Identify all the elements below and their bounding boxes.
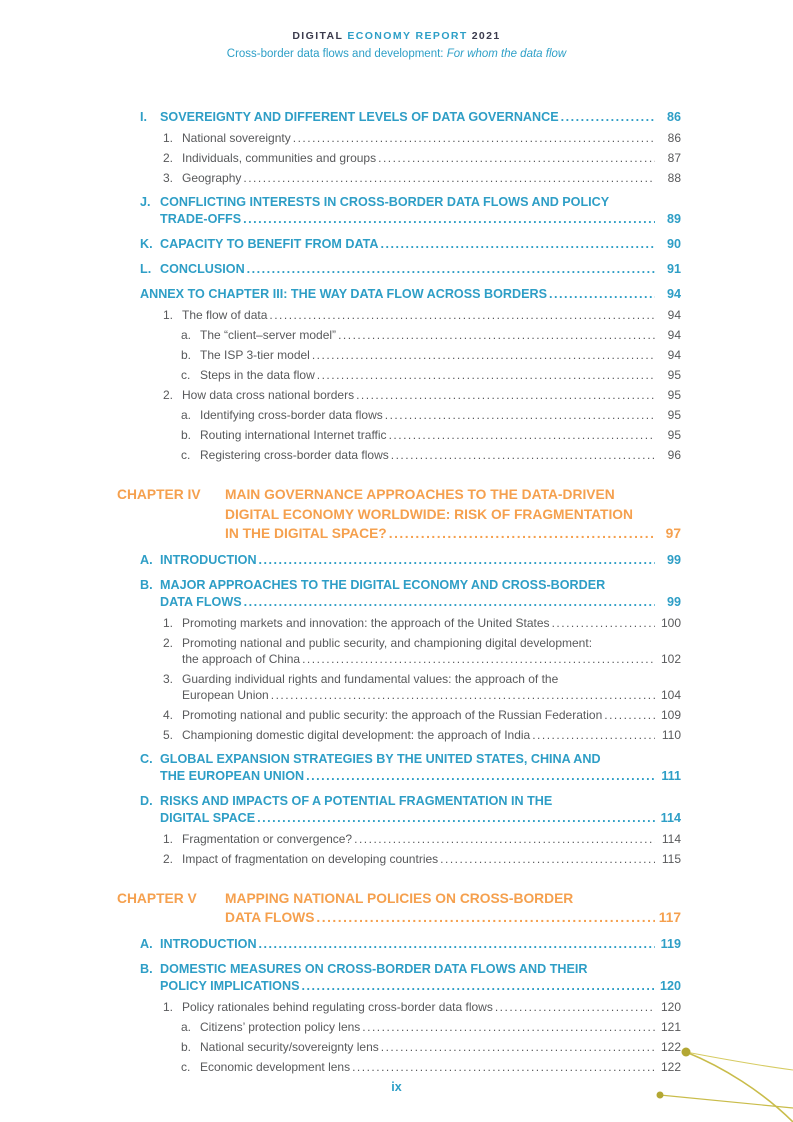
toc-entry-label: J. [140, 195, 151, 209]
toc-entry[interactable] [117, 1039, 681, 1055]
toc-entry-last-line [182, 615, 681, 631]
toc-entry-label: 2. [163, 851, 174, 866]
toc-entry[interactable] [117, 831, 681, 847]
toc-entry-title: Championing domestic digital development: the approach of India [182, 727, 531, 742]
toc-entry[interactable] [117, 1019, 681, 1035]
toc-dot-leader [271, 687, 655, 703]
toc-dot-leader [381, 236, 655, 253]
toc-entry-last-line [160, 109, 681, 126]
toc-entry-title-line: DOMESTIC MEASURES ON CROSS-BORDER DATA FLOWS AND THEIR [160, 961, 588, 976]
toc [117, 101, 681, 1075]
toc-entry-title: Routing international Internet traffic [200, 428, 387, 442]
toc-entry-title: Economic development lens [200, 1059, 351, 1074]
toc-page-number: 95 [667, 428, 681, 442]
toc-page-number: 114 [661, 831, 681, 846]
toc-page-number: 117 [658, 910, 681, 925]
toc-dot-leader [391, 447, 655, 463]
toc-page-number: 91 [666, 262, 681, 276]
toc-entry[interactable] [117, 851, 681, 867]
toc-entry-content [160, 751, 681, 785]
toc-page-number: 96 [667, 448, 681, 462]
toc-dot-leader [378, 150, 655, 166]
toc-entry-last-line [182, 130, 681, 146]
toc-entry-title: Steps in the data flow [200, 368, 315, 382]
toc-entry-title: CAPACITY TO BENEFIT FROM DATA [160, 237, 379, 251]
toc-entry-content [182, 307, 681, 323]
toc-entry-title: European Union [182, 687, 269, 702]
toc-dot-leader [259, 936, 655, 953]
toc-entry-title: INTRODUCTION [160, 936, 257, 951]
toc-entry-last-line [160, 236, 681, 253]
decorative-dot [657, 1092, 664, 1099]
toc-entry-title: How data cross national borders [182, 388, 355, 402]
toc-dot-leader [532, 727, 655, 743]
toc-page-number: 122 [660, 1059, 681, 1074]
toc-page-number: 115 [661, 851, 681, 866]
toc-entry-title: The flow of data [182, 308, 268, 322]
toc-page-number: 94 [667, 348, 681, 362]
toc-entry-last-line [182, 687, 681, 703]
toc-entry[interactable] [117, 552, 681, 569]
toc-dot-leader [243, 211, 655, 228]
toc-dot-leader [356, 387, 655, 403]
toc-dot-leader [352, 1059, 655, 1075]
toc-entry-label: L. [140, 262, 152, 276]
toc-entry-last-line [182, 999, 681, 1015]
toc-entry-last-line [200, 407, 681, 423]
toc-entry-title: National security/sovereignty lens [200, 1039, 379, 1054]
toc-entry-title-line: CONFLICTING INTERESTS IN CROSS-BORDER DATA FLOWS AND POLICY [160, 195, 610, 209]
toc-entry-last-line [182, 851, 681, 867]
toc-entry-last-line [200, 1019, 681, 1035]
toc-entry-label: 3. [163, 171, 174, 185]
toc-page-number: 122 [660, 1039, 681, 1054]
page-header [0, 30, 793, 60]
toc-entry[interactable] [117, 286, 681, 303]
toc-page-number: 104 [660, 687, 681, 702]
toc-entry-title: Promoting national and public security: the approach of the Russian Federation [182, 707, 603, 722]
toc-entry-label: 4. [163, 707, 174, 722]
toc-entry-content [160, 552, 681, 569]
toc-entry-label: b. [181, 1039, 192, 1054]
toc-entry-label: a. [181, 328, 192, 342]
toc-page-number: 100 [660, 615, 681, 630]
toc-dot-leader [338, 327, 655, 343]
toc-entry-content [182, 170, 681, 186]
report-title-economy-report: ECONOMY REPORT [347, 30, 468, 42]
toc-entry-content [182, 851, 681, 867]
toc-entry-content [182, 831, 681, 847]
toc-entry-title: POLICY IMPLICATIONS [160, 978, 300, 993]
toc-entry[interactable] [117, 961, 681, 995]
decorative-dot [682, 1048, 691, 1057]
toc-entry-title: ANNEX TO CHAPTER III: THE WAY DATA FLOW ACROSS BORDERS [140, 287, 547, 301]
toc-entry-last-line [160, 594, 681, 611]
toc-entry-last-line [200, 327, 681, 343]
toc-entry-label: c. [181, 448, 191, 462]
toc-entry[interactable] [117, 367, 681, 383]
toc-dot-leader [316, 908, 655, 928]
toc-entry-title: Impact of fragmentation on developing countries [182, 851, 439, 866]
toc-page-number: 94 [667, 328, 681, 342]
toc-entry-last-line [182, 727, 681, 743]
toc-entry-label: C. [140, 751, 153, 766]
toc-entry-title: National sovereignty [182, 131, 291, 145]
toc-dot-leader [301, 978, 655, 995]
toc-page-number: 111 [661, 768, 681, 783]
toc-dot-leader [385, 407, 655, 423]
toc-entry-content [160, 194, 681, 228]
toc-entry-title: THE EUROPEAN UNION [160, 768, 305, 783]
decorative-corner-graphic [623, 1012, 793, 1122]
toc-dot-leader [243, 170, 655, 186]
toc-entry-title: The “client–server model” [200, 328, 337, 342]
toc-page-number: 95 [667, 368, 681, 382]
toc-entry[interactable] [117, 407, 681, 423]
toc-entry-last-line [200, 427, 681, 443]
toc-entry-last-line [182, 707, 681, 723]
toc-entry[interactable] [117, 427, 681, 443]
toc-entry-last-line [182, 831, 681, 847]
toc-entry-label: a. [181, 1019, 192, 1034]
toc-entry-last-line [182, 307, 681, 323]
toc-entry-content [182, 635, 681, 667]
toc-entry-title: Individuals, communities and groups [182, 151, 377, 165]
toc-entry-title-line: MAIN GOVERNANCE APPROACHES TO THE DATA-DRIVEN [225, 487, 615, 502]
toc-entry-content [200, 327, 681, 343]
toc-entry-label: b. [181, 428, 192, 442]
toc-page-number: 102 [660, 651, 681, 666]
toc-entry-title: IN THE DIGITAL SPACE? [225, 526, 387, 541]
toc-dot-leader [604, 707, 655, 723]
toc-entry-title: Geography [182, 171, 242, 185]
toc-entry-label: a. [181, 408, 192, 422]
toc-entry-title-line: MAPPING NATIONAL POLICIES ON CROSS-BORDER [225, 890, 574, 906]
toc-entry-label: b. [181, 348, 192, 362]
toc-entry-content [160, 936, 681, 953]
toc-entry[interactable] [117, 577, 681, 611]
toc-entry[interactable] [117, 999, 681, 1015]
toc-entry[interactable] [117, 327, 681, 343]
toc-entry-label: A. [140, 552, 153, 567]
toc-dot-leader [293, 130, 655, 146]
toc-entry[interactable] [117, 170, 681, 186]
toc-entry-label: 1. [163, 999, 174, 1014]
toc-entry-label: 2. [163, 388, 174, 402]
toc-entry-last-line [200, 347, 681, 363]
toc-entry-last-line [225, 524, 681, 544]
toc-entry-title: TRADE-OFFS [160, 212, 242, 226]
toc-page-number: 119 [660, 936, 681, 951]
toc-entry-label: 5. [163, 727, 174, 742]
toc-entry-title: Policy rationales behind regulating cross-border data flows [182, 999, 493, 1014]
toc-page-number: 109 [660, 707, 681, 722]
toc-entry-label: 1. [163, 615, 174, 630]
toc-dot-leader [269, 307, 655, 323]
toc-entry-content [200, 1019, 681, 1035]
toc-dot-leader [561, 109, 655, 126]
toc-entry-title: DATA FLOWS [160, 594, 242, 609]
toc-dot-leader [552, 615, 655, 631]
toc-entry-title: CONCLUSION [160, 262, 245, 276]
toc-entry-label: 1. [163, 308, 174, 322]
toc-entry-label: 2. [163, 151, 174, 165]
decorative-curve [686, 1052, 793, 1070]
toc-page-number: 86 [667, 131, 681, 145]
toc-entry-last-line [160, 978, 681, 995]
toc-page-number: 95 [667, 408, 681, 422]
toc-entry[interactable] [117, 347, 681, 363]
toc-entry[interactable] [117, 150, 681, 166]
report-subtitle [0, 48, 793, 60]
toc-entry-content [200, 347, 681, 363]
toc-entry-content [200, 447, 681, 463]
toc-entry[interactable] [117, 751, 681, 785]
toc-entry-content [200, 1039, 681, 1055]
toc-entry-title: DIGITAL SPACE [160, 810, 256, 825]
toc-page-number: 110 [661, 727, 681, 742]
toc-dot-leader [302, 651, 655, 667]
toc-entry-title: The ISP 3-tier model [200, 348, 310, 362]
toc-entry-title: Registering cross-border data flows [200, 448, 389, 462]
toc-entry-content [200, 407, 681, 423]
toc-entry-title: Identifying cross-border data flows [200, 408, 383, 422]
toc-dot-leader [306, 768, 655, 785]
toc-entry[interactable] [117, 130, 681, 146]
toc-entry-content [160, 793, 681, 827]
toc-page-number: 120 [659, 978, 681, 993]
toc-dot-leader [312, 347, 655, 363]
toc-entry[interactable] [117, 236, 681, 253]
toc-dot-leader [362, 1019, 655, 1035]
toc-entry-last-line [200, 447, 681, 463]
toc-page-number: 94 [667, 308, 681, 322]
toc-dot-leader [244, 594, 655, 611]
toc-entry-content [182, 999, 681, 1015]
toc-chapter-entry[interactable] [117, 485, 681, 544]
decorative-curve [660, 1095, 793, 1108]
toc-entry-content [160, 577, 681, 611]
toc-entry-content [225, 485, 681, 544]
toc-entry[interactable] [117, 936, 681, 953]
chapter-label: CHAPTER IV [117, 487, 201, 502]
toc-entry-last-line [160, 936, 681, 953]
toc-entry[interactable] [117, 1059, 681, 1075]
toc-entry-content [182, 727, 681, 743]
toc-entry[interactable] [117, 671, 681, 703]
toc-dot-leader [549, 286, 655, 303]
toc-entry-last-line [182, 387, 681, 403]
toc-page-number: 94 [666, 287, 681, 301]
chapter-label: CHAPTER V [117, 890, 197, 906]
toc-page-number: 99 [666, 594, 681, 609]
toc-page-number: 121 [660, 1019, 681, 1034]
toc-entry[interactable] [117, 727, 681, 743]
toc-entry-title: DATA FLOWS [225, 910, 315, 925]
toc-dot-leader [354, 831, 655, 847]
toc-dot-leader [389, 427, 655, 443]
toc-page-number: 120 [660, 999, 681, 1014]
toc-entry[interactable] [117, 707, 681, 723]
toc-entry-last-line [160, 211, 681, 228]
toc-entry-label: K. [140, 237, 153, 251]
toc-entry-title-line: DIGITAL ECONOMY WORLDWIDE: RISK OF FRAGMENTATION [225, 506, 634, 522]
toc-entry-title: the approach of China [182, 651, 301, 666]
toc-entry-last-line [160, 552, 681, 569]
toc-entry-title-line: Promoting national and public security, and championing digital development: [182, 635, 593, 650]
toc-entry-label: c. [181, 368, 191, 382]
toc-entry[interactable] [117, 387, 681, 403]
toc-entry-title-line: RISKS AND IMPACTS OF A POTENTIAL FRAGMENTATION IN THE [160, 793, 553, 808]
toc-entry-last-line [182, 150, 681, 166]
toc-entry[interactable] [117, 615, 681, 631]
toc-entry-title: INTRODUCTION [160, 552, 257, 567]
report-title [0, 30, 793, 42]
toc-dot-leader [257, 810, 655, 827]
toc-entry-content [160, 961, 681, 995]
toc-entry-content [182, 387, 681, 403]
decorative-curve [686, 1052, 793, 1122]
toc-entry-content [182, 150, 681, 166]
toc-chapter-entry[interactable] [117, 889, 681, 928]
toc-entry[interactable] [117, 109, 681, 126]
toc-page-number: 89 [666, 212, 681, 226]
toc-entry-content [200, 1059, 681, 1075]
toc-entry-content [200, 427, 681, 443]
toc-entry-last-line [225, 908, 681, 928]
toc-entry-content [200, 367, 681, 383]
toc-entry-last-line [140, 286, 681, 303]
toc-entry[interactable] [117, 635, 681, 667]
toc-page-number: 97 [665, 526, 681, 541]
toc-entry-title-line: Guarding individual rights and fundamental values: the approach of the [182, 671, 559, 686]
toc-entry-label: I. [140, 110, 147, 124]
toc-entry-content [160, 236, 681, 253]
toc-entry-label: 2. [163, 635, 174, 650]
toc-entry[interactable] [117, 261, 681, 278]
toc-entry-label: 1. [163, 831, 174, 846]
report-subtitle-italic: For whom the data flow [446, 48, 567, 60]
toc-entry-last-line [182, 651, 681, 667]
toc-entry-label: B. [140, 577, 153, 592]
toc-page-number: 99 [666, 552, 681, 567]
toc-entry-content [160, 109, 681, 126]
toc-entry-last-line [160, 261, 681, 278]
toc-entry-label: D. [140, 793, 153, 808]
toc-dot-leader [317, 367, 655, 383]
toc-entry-content [182, 707, 681, 723]
toc-entry-title: Fragmentation or convergence? [182, 831, 353, 846]
toc-dot-leader [389, 524, 655, 544]
toc-dot-leader [440, 851, 655, 867]
toc-entry-title-line: GLOBAL EXPANSION STRATEGIES BY THE UNITED STATES, CHINA AND [160, 751, 601, 766]
toc-entry-content [182, 130, 681, 146]
toc-entry[interactable] [117, 194, 681, 228]
toc-entry-content [182, 671, 681, 703]
toc-entry-label: 1. [163, 131, 174, 145]
toc-entry-title: SOVEREIGNTY AND DIFFERENT LEVELS OF DATA GOVERNANCE [160, 110, 559, 124]
toc-entry-content [182, 615, 681, 631]
toc-entry[interactable] [117, 793, 681, 827]
toc-entry-last-line [200, 1059, 681, 1075]
toc-entry-label: 3. [163, 671, 174, 686]
toc-entry-last-line [160, 810, 681, 827]
toc-entry-last-line [200, 1039, 681, 1055]
toc-entry-content [225, 889, 681, 928]
toc-page-number: 114 [660, 810, 681, 825]
toc-entry-content [160, 261, 681, 278]
toc-page-number: 95 [667, 388, 681, 402]
toc-dot-leader [381, 1039, 655, 1055]
toc-entry-content [140, 286, 681, 303]
toc-entry-title-line: MAJOR APPROACHES TO THE DIGITAL ECONOMY AND CROSS-BORDER [160, 577, 606, 592]
toc-entry-title: Promoting markets and innovation: the approach of the United States [182, 615, 550, 630]
toc-page-number: 90 [666, 237, 681, 251]
page-number: ix [391, 1080, 402, 1094]
toc-page-number: 87 [667, 151, 681, 165]
report-subtitle-regular: Cross-border data flows and development: [226, 48, 447, 60]
toc-dot-leader [259, 552, 655, 569]
toc-entry-last-line [200, 367, 681, 383]
toc-entry[interactable] [117, 307, 681, 323]
toc-entry-label: A. [140, 936, 153, 951]
toc-entry-title: Citizens’ protection policy lens [200, 1019, 361, 1034]
toc-entry-last-line [160, 768, 681, 785]
toc-page-number: 88 [667, 171, 681, 185]
toc-page-number: 86 [666, 110, 681, 124]
toc-dot-leader [247, 261, 655, 278]
toc-entry-label: B. [140, 961, 153, 976]
report-title-digital: DIGITAL [292, 30, 344, 42]
toc-entry-last-line [182, 170, 681, 186]
report-title-year: 2021 [471, 30, 501, 42]
toc-entry[interactable] [117, 447, 681, 463]
toc-entry-label: c. [181, 1059, 191, 1074]
